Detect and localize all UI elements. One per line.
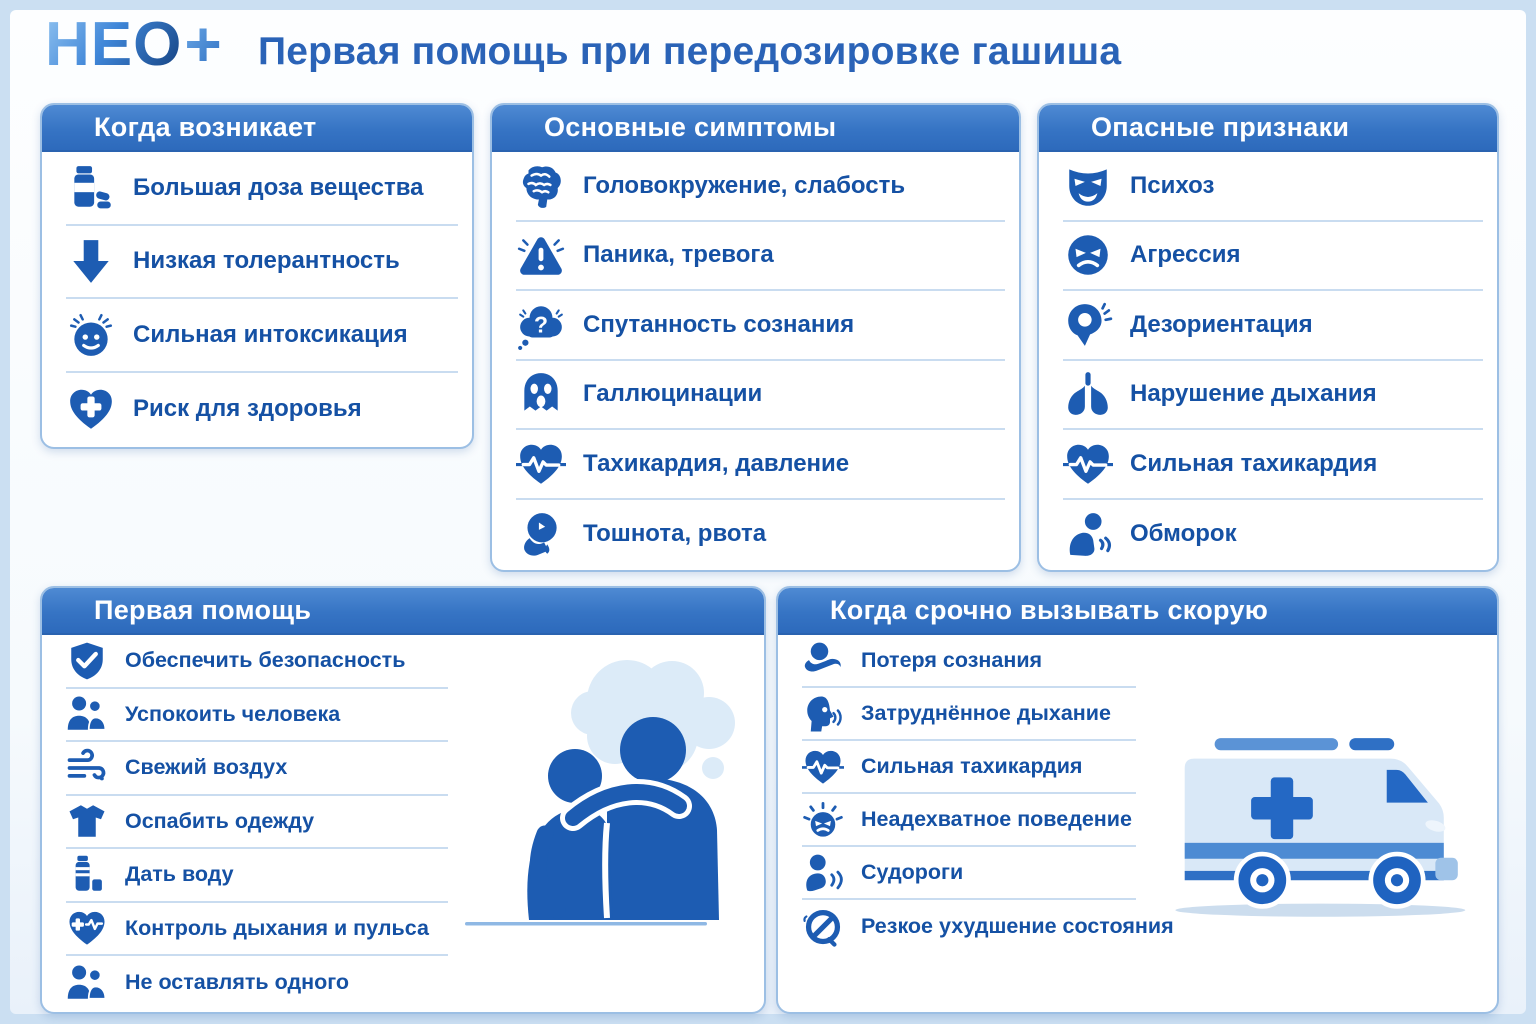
people-icon	[66, 962, 108, 1004]
list-item	[66, 152, 458, 226]
item-label: Сильная тахикардия	[1130, 449, 1378, 477]
seizure-icon	[802, 852, 844, 894]
no-sign-icon	[802, 906, 844, 948]
item-label: Успокоить человека	[125, 701, 341, 726]
item-label: Резкое ухудшение состояния	[861, 914, 1174, 938]
list-item	[1063, 500, 1483, 570]
tshirt-icon	[66, 800, 108, 842]
item-label: Обморок	[1130, 520, 1237, 548]
list-item	[1063, 152, 1483, 222]
item-label: Неадехватное поведение	[861, 807, 1132, 831]
water-bottle-icon	[66, 854, 108, 896]
hug-people-illustration	[457, 638, 757, 968]
item-label: Не оставлять одного	[125, 970, 350, 995]
list-item	[66, 635, 448, 689]
item-label: Дезориентация	[1130, 310, 1313, 338]
item-label: Большая доза вещества	[133, 173, 424, 201]
svg-text:?: ?	[534, 311, 548, 338]
list-item	[802, 688, 1136, 741]
panel-header: Первая помощь	[42, 588, 764, 635]
item-label: Тошнота, рвота	[583, 520, 767, 548]
item-label: Паника, тревога	[583, 241, 774, 269]
list-item	[802, 741, 1136, 794]
item-list	[492, 152, 1019, 569]
list-item	[66, 849, 448, 903]
logo-text: НЕО	[45, 10, 183, 79]
item-label: Сильная интоксикация	[133, 320, 408, 348]
panel-main-symptoms	[490, 103, 1021, 572]
item-label: Обеспечить безопасность	[125, 648, 406, 673]
spiky-face-icon	[802, 799, 844, 841]
panel-first-aid	[40, 586, 766, 1014]
item-label: Дать воду	[125, 862, 234, 887]
heart-pulse-icon	[516, 439, 566, 489]
item-label: Низкая толерантность	[133, 247, 400, 275]
mask-icon	[1063, 161, 1113, 211]
item-label: Нарушение дыхания	[1130, 380, 1377, 408]
wind-icon	[66, 747, 108, 789]
panel-header: Когда возникает	[42, 105, 472, 152]
angry-face-icon	[1063, 230, 1113, 280]
ambulance-illustration	[1166, 730, 1484, 922]
heart-pulse-icon	[1063, 439, 1113, 489]
list-item	[1063, 361, 1483, 431]
item-label: Свежий воздух	[125, 755, 288, 780]
item-label: Агрессия	[1130, 241, 1241, 269]
list-item	[66, 903, 448, 957]
list-item	[516, 500, 1005, 570]
item-label: Спутанность сознания	[583, 310, 855, 338]
list-item	[516, 152, 1005, 222]
list-item	[66, 226, 458, 300]
item-label: Потеря сознания	[861, 648, 1043, 672]
panel-when-occurs	[40, 103, 474, 449]
item-label: Психоз	[1130, 171, 1215, 199]
item-label: Головокружение, слабость	[583, 171, 906, 199]
list-item	[516, 361, 1005, 431]
list-item	[66, 689, 448, 743]
heart-pulse-icon	[802, 746, 844, 788]
panel-danger-signs	[1037, 103, 1499, 572]
logo-plus-icon: +	[184, 8, 222, 81]
list-item	[66, 373, 458, 447]
lungs-icon	[1063, 369, 1113, 419]
item-label: Оспабить одежду	[125, 808, 315, 833]
list-item	[1063, 291, 1483, 361]
list-item	[802, 635, 1136, 688]
people-icon	[66, 693, 108, 735]
item-label: Галлюцинации	[583, 380, 763, 408]
list-item	[66, 956, 448, 1010]
item-list	[42, 635, 462, 1010]
neo-plus-logo	[45, 8, 222, 81]
warning-triangle-icon	[516, 230, 566, 280]
list-item	[802, 794, 1136, 847]
thought-question-icon	[516, 300, 566, 350]
list-item	[66, 742, 448, 796]
list-item	[516, 291, 1005, 361]
list-item	[802, 847, 1136, 900]
list-item	[66, 796, 448, 850]
panel-header: Опасные признаки	[1039, 105, 1497, 152]
item-label: Контроль дыхания и пульса	[125, 915, 429, 940]
panel-header: Когда срочно вызывать скорую	[778, 588, 1497, 635]
dizzy-face-icon	[66, 310, 116, 360]
list-item	[1063, 222, 1483, 292]
list-item	[802, 900, 1174, 953]
list-item	[516, 430, 1005, 500]
nausea-icon	[516, 509, 566, 559]
ghost-icon	[516, 369, 566, 419]
panel-call-ambulance	[776, 586, 1499, 1014]
item-label: Тахикардия, давление	[583, 449, 850, 477]
item-label: Судороги	[861, 860, 964, 884]
item-label: Затруднённое дыхание	[861, 701, 1111, 725]
item-list	[778, 635, 1174, 953]
page-title: Первая помощь при передозировке гашиша	[258, 30, 1122, 73]
disorientation-pin-icon	[1063, 300, 1113, 350]
item-label: Сильная тахикардия	[861, 754, 1083, 778]
faint-person-icon	[802, 640, 844, 682]
item-list	[42, 152, 472, 446]
heart-cross-pulse-icon	[66, 907, 108, 949]
list-item	[516, 222, 1005, 292]
brain-icon	[516, 161, 566, 211]
item-label: Риск для здоровья	[133, 395, 362, 423]
faint-icon	[1063, 509, 1113, 559]
list-item	[1063, 430, 1483, 500]
pills-bottle-icon	[66, 163, 116, 213]
down-arrow-icon	[66, 236, 116, 286]
shield-check-icon	[66, 640, 108, 682]
item-list	[1039, 152, 1497, 569]
list-item	[66, 299, 458, 373]
breathing-head-icon	[802, 693, 844, 735]
heart-cross-icon	[66, 384, 116, 434]
panel-header: Основные симптомы	[492, 105, 1019, 152]
